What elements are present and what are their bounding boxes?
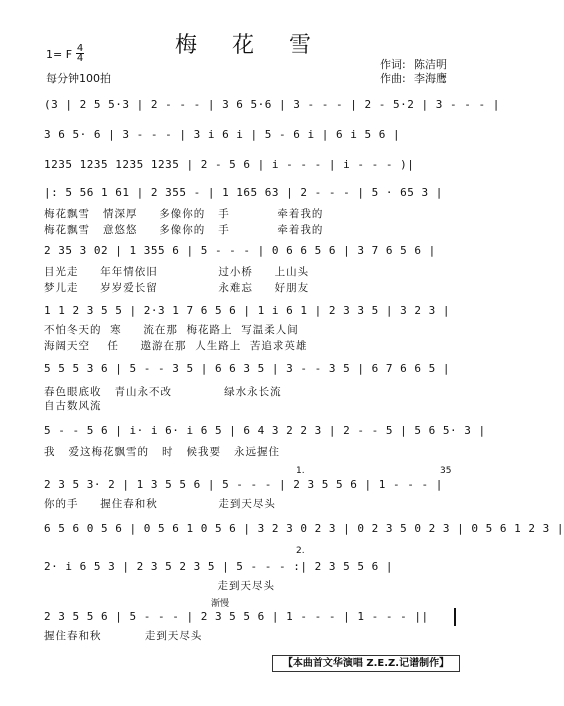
composer-name: 李海鹰 [414,72,447,85]
time-signature-top: 4 [76,43,84,54]
measure-number: 35 [440,466,452,476]
lyric-line-12-verse-1: 握住春和秋 走到天尽头 [44,630,203,642]
lyric-line-11-verse-1: 走到天尽头 [44,580,276,592]
score-line-6: 1 1 2 3 5 5 | 2·3 1 7 6 5 6 | 1 i 6 1 | 2 3 3 5 | 3 2 3 | [44,304,450,317]
lyric-line-9-verse-1: 你的手 握住春和秋 走到天尽头 [44,498,276,510]
first-ending-mark: 1. [296,466,305,476]
score-line-5: 2 35 3 02 | 1 355 6 | 5 - - - | 0 6 6 5 6 | 3 7 6 5 6 | [44,244,436,257]
slow-marking: 渐慢 [210,599,229,609]
score-line-1: (3 | 2 5 5·3 | 2 - - - | 3 6 5·6 | 3 - - - | 2 - 5·2 | 3 - - - | [44,98,500,111]
score-line-11: 2· i 6 5 3 | 2 3 5 2 3 5 | 5 - - - :| 2 3 5 5 6 | [44,560,394,573]
tempo-marking: 每分钟100拍 [46,72,111,85]
time-signature-bottom: 4 [76,53,84,64]
second-ending-mark: 2. [296,546,305,556]
lyric-line-7-verse-2: 自古数风流 [44,400,102,412]
score-line-4: |: 5 56 1 61 | 2 355 - | 1 165 63 | 2 - - - | 5 · 65 3 | [44,186,443,199]
lyric-line-4-verse-1: 梅花飘雪 情深厚 多像你的 手 牵着我的 [44,208,324,220]
final-barline [454,608,456,626]
composer-label: 作曲: [380,72,406,85]
song-title: 梅 花 雪 [175,33,325,58]
score-line-3: 1235 1235 1235 1235 | 2 - 5 6 | i - - - | i - - - )| [44,158,415,171]
footer-credit: 【本曲首文华演唱 Z.E.Z.记谱制作】 [272,655,460,672]
score-line-2: 3 6 5· 6 | 3 - - - | 3 i 6 i | 5 - 6 i | 6 i 5 6 | [44,128,401,141]
lyric-line-5-verse-1: 目光走 年年情依旧 过小桥 上山头 [44,266,310,278]
lyricist-label: 作词: [380,58,406,71]
time-signature [76,44,84,63]
lyric-line-6-verse-2: 海阔天空 任 遨游在那 人生路上 苦追求英雄 [44,340,308,352]
score-line-12: 2 3 5 5 6 | 5 - - - | 2 3 5 5 6 | 1 - - - | 1 - - - || [44,610,429,623]
score-line-9: 2 3 5 3· 2 | 1 3 5 5 6 | 5 - - - | 2 3 5 5 6 | 1 - - - | [44,478,443,491]
lyric-line-8-verse-1: 我 爱这梅花飘雪的 时 候我要 永远握住 [44,446,281,458]
score-line-7: 5 5 5 3 6 | 5 - - 3 5 | 6 6 3 5 | 3 - - 3 5 | 6 7 6 6 5 | [44,362,450,375]
lyric-line-4-verse-2: 梅花飘雪 意悠悠 多像你的 手 牵着我的 [44,224,324,236]
key-signature: 1= F [46,48,73,61]
score-line-10: 6 5 6 0 5 6 | 0 5 6 1 0 5 6 | 3 2 3 0 2 3 | 0 2 3 5 0 2 3 | 0 5 6 1 2 3 | [44,522,564,535]
composer-credit [380,70,447,86]
lyric-line-5-verse-2: 梦儿走 岁岁爱长留 永难忘 好朋友 [44,282,310,294]
lyric-line-6-verse-1: 不怕冬天的 寒 流在那 梅花路上 写温柔人间 [44,324,299,336]
score-line-8: 5 - - 5 6 | i· i 6· i 6 5 | 6 4 3 2 2 3 | 2 - - 5 | 5 6 5· 3 | [44,424,486,437]
lyric-line-7-verse-1: 春色眼底收 青山永不改 绿水永长流 [44,386,282,398]
lyricist-name: 陈洁明 [414,58,447,71]
